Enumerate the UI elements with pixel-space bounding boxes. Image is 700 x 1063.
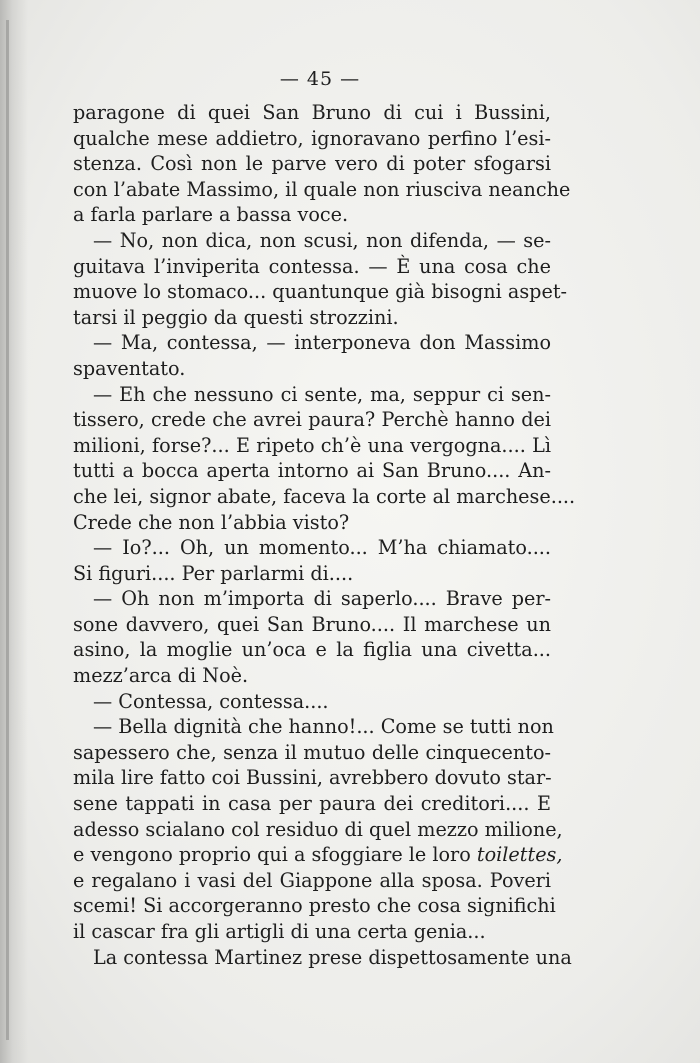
text-line: paragone di quei San Bruno di cui i Bussini, bbox=[73, 101, 551, 124]
text-line-segment: e vengono proprio qui a sfoggiare le loro bbox=[73, 843, 477, 867]
text-line: mezz’arca di Noè. bbox=[73, 664, 249, 688]
text-line: mila lire fatto coi Bussini, avrebbero dovuto star- bbox=[73, 766, 552, 790]
text-line: stenza. Così non le parve vero di poter sfogarsi bbox=[73, 152, 551, 176]
text-line: sone davvero, quei San Bruno.... Il marchese un bbox=[73, 612, 551, 636]
binding-gutter-line bbox=[6, 20, 9, 1040]
text-line: tarsi il peggio da questi strozzini. bbox=[73, 305, 399, 329]
italic-word: toilettes, bbox=[476, 843, 563, 867]
text-line: tutti a bocca aperta intorno ai San Bruno.... An- bbox=[73, 459, 551, 483]
text-line: — Contessa, contessa.... bbox=[93, 689, 329, 713]
text-line: guitava l’inviperita contessa. — È una cosa che bbox=[73, 254, 551, 278]
binding-gutter-shadow bbox=[0, 0, 28, 1063]
text-line: — No, non dica, non scusi, non difenda, — se- bbox=[93, 228, 551, 252]
text-line: sapessero che, senza il mutuo delle cinquecento- bbox=[73, 740, 551, 764]
body-text bbox=[73, 100, 576, 970]
text-line: — Ma, contessa, — interponeva don Massimo bbox=[93, 331, 551, 355]
page-number: — 45 — bbox=[279, 68, 361, 90]
text-line: sene tappati in casa per paura dei creditori.... E bbox=[73, 792, 551, 816]
text-line: — Bella dignità che hanno!... Come se tutti non bbox=[93, 715, 554, 739]
text-line: Si figuri.... Per parlarmi di.... bbox=[73, 561, 354, 585]
text-line: asino, la moglie un’oca e la figlia una civetta... bbox=[73, 638, 551, 662]
text-line: — Oh non m’importa di saperlo.... Brave per- bbox=[93, 587, 551, 611]
text-line: a farla parlare a bassa voce. bbox=[73, 203, 349, 227]
text-line: muove lo stomaco... quantunque già bisogni aspet- bbox=[73, 280, 568, 304]
text-line: adesso scialano col residuo di quel mezzo milione, bbox=[73, 817, 563, 841]
text-line: che lei, signor abate, faceva la corte al marchese.... bbox=[73, 484, 576, 508]
text-line: e regalano i vasi del Giappone alla sposa. Poveri bbox=[73, 868, 551, 892]
text-line: La contessa Martinez prese dispettosamente una bbox=[93, 945, 572, 969]
text-line: con l’abate Massimo, il quale non riusciva neanche bbox=[73, 177, 571, 201]
text-line: scemi! Si accorgeranno presto che cosa significhi bbox=[73, 894, 556, 918]
text-line: — Eh che nessuno ci sente, ma, seppur ci sen- bbox=[93, 382, 551, 406]
text-line: qualche mese addietro, ignoravano perfino l’esi- bbox=[73, 126, 551, 150]
text-line: Crede che non l’abbia visto? bbox=[73, 510, 350, 534]
text-line: spaventato. bbox=[73, 356, 186, 380]
text-line: milioni, forse?... E ripeto ch’è una vergogna.... Lì bbox=[73, 433, 551, 457]
text-line bbox=[73, 842, 563, 868]
text-line: — Io?... Oh, un momento... M’ha chiamato.... bbox=[93, 536, 551, 560]
text-line: il cascar fra gli artigli di una certa genia... bbox=[73, 920, 486, 943]
text-line: tissero, crede che avrei paura? Perchè hanno dei bbox=[73, 408, 551, 432]
